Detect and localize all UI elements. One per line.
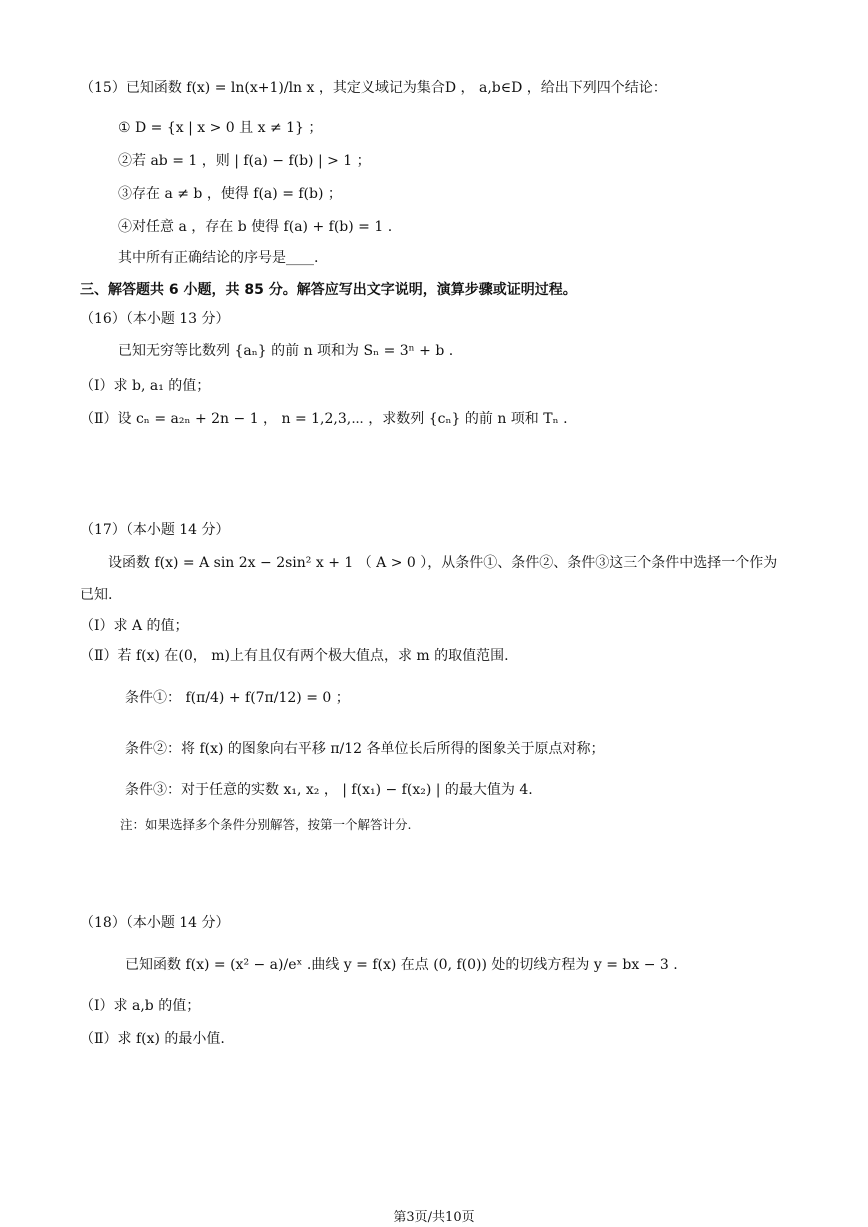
q17-part-2: （Ⅱ）若 f(x) 在(0， m)上有且仅有两个极大值点，求 m 的取值范围. <box>80 648 509 664</box>
q17-condition-3: 条件③：对于任意的实数 x₁, x₂ ， | f(x₁) − f(x₂) | 的最大值为 4. <box>125 782 533 798</box>
section-3-heading: 三、解答题共 6 小题，共 85 分。解答应写出文字说明，演算步骤或证明过程。 <box>80 282 577 298</box>
q18-heading: （18）（本小题 14 分） <box>80 915 230 931</box>
q15-stem: （15）已知函数 f(x) = ln(x+1)/ln x ，其定义域记为集合D ， a,b∈D ，给出下列四个结论： <box>80 80 667 96</box>
page-footer: 第3页/共10页 <box>393 1210 475 1225</box>
q18-stem: 已知函数 f(x) = (x² − a)/eˣ .曲线 y = f(x) 在点 (0, f(0)) 处的切线方程为 y = bx − 3 . <box>125 957 678 973</box>
q15-conclusion-1: ① D = {x | x > 0 且 x ≠ 1} ； <box>118 120 323 136</box>
q17-heading: （17）（本小题 14 分） <box>80 522 230 538</box>
q17-condition-2: 条件②：将 f(x) 的图象向右平移 π/12 各单位长后所得的图象关于原点对称； <box>125 741 605 757</box>
q15-conclusion-3: ③存在 a ≠ b ，使得 f(a) = f(b) ； <box>118 186 342 202</box>
q16-stem: 已知无穷等比数列 {aₙ} 的前 n 项和为 Sₙ = 3ⁿ + b . <box>118 343 454 359</box>
q15-question: 其中所有正确结论的序号是____. <box>118 250 319 266</box>
q16-part-1: （Ⅰ）求 b, a₁ 的值； <box>80 378 211 394</box>
q18-part-1: （Ⅰ）求 a,b 的值； <box>80 998 201 1014</box>
q15-conclusion-2: ②若 ab = 1 ，则 | f(a) − f(b) | > 1 ； <box>118 153 371 169</box>
q17-part-1: （Ⅰ）求 A 的值； <box>80 618 189 634</box>
q17-note: 注：如果选择多个条件分别解答，按第一个解答计分. <box>120 817 412 832</box>
q16-part-2: （Ⅱ）设 cₙ = a₂ₙ + 2n − 1 ， n = 1,2,3,⋯ ，求数列 {cₙ} 的前 n 项和 Tₙ . <box>80 411 568 427</box>
q17-condition-1: 条件①： f(π/4) + f(7π/12) = 0 ； <box>125 690 350 706</box>
q16-heading: （16）（本小题 13 分） <box>80 311 230 327</box>
q15-conclusion-4: ④对任意 a ，存在 b 使得 f(a) + f(b) = 1 . <box>118 219 393 235</box>
q17-stem-line-1: 设函数 f(x) = A sin 2x − 2sin² x + 1 （ A > 0 ），从条件①、条件②、条件③这三个条件中选择一个作为 <box>108 555 778 571</box>
q18-part-2: （Ⅱ）求 f(x) 的最小值. <box>80 1031 225 1047</box>
q17-stem-line-2: 已知. <box>80 587 113 603</box>
